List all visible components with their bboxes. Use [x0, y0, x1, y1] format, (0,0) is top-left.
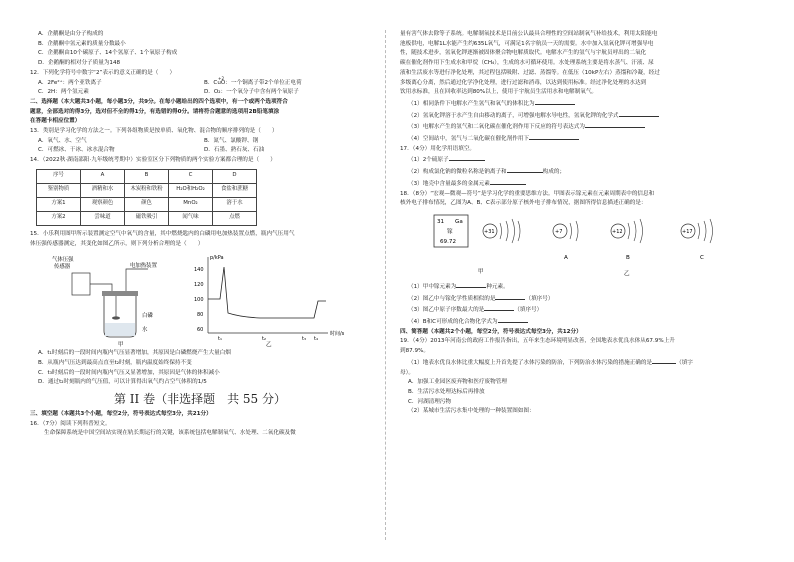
q19-option-a: A．加强工业园区废弃物和医疗废物管理 [408, 379, 507, 386]
sensor-tube [90, 284, 112, 291]
answer-blank[interactable] [490, 178, 526, 185]
question-17-stem: 17．（4分）用化学用语填空。 [400, 145, 476, 152]
table-cell: 木炭粉和铁粉 [125, 183, 169, 197]
article-line: 性，随技术进步，氢氧化钾逐渐被固体聚合物电解质取代。电解水产生的氢气与宇航员呼出的二氧化 [400, 50, 647, 57]
option-line: C．企鹅酮由10个碳原子、14个氢原子、1个氧原子构成 [38, 50, 178, 57]
pressure-sensor-box [72, 273, 90, 295]
q16-s4-text: （4）空间站中，氢气与二氧化碳在催化剂作用下 [408, 136, 530, 143]
plot-x-label: 时间/s [330, 331, 345, 338]
answer-blank[interactable] [484, 304, 514, 311]
q18-s3-text: （3）图乙中原子序数最大的是 [408, 307, 485, 314]
sensor-label: 气体压强 [52, 257, 74, 264]
atomic-number: 31 [437, 218, 445, 225]
q17-s1-text: （1）2个硫原子 [408, 157, 449, 164]
figure-yi-label: 乙 [266, 342, 272, 348]
question-12-stem: 12．下列化学符号中数字“2”表示的意义正确的是（ ） [30, 69, 176, 76]
section-2-header: 题意，全部选对的得3分，选对但不全的得1分，有选错的得0分。请将符合题意的选项用2B铅笔填涂 [30, 108, 280, 115]
article-line: 饮用水标准，且在回收率达到80%以上，使用于宇航员生活用水和电解制氧气。 [400, 89, 598, 96]
q13-option-d: D．石墨、熟石灰、石油 [204, 147, 265, 154]
table-cell: C [169, 169, 213, 183]
question-19-stem: 19．（4分）2013年河南公的政府工作报告指出，五年来生态环境明显改善，全国地表水优良水体从67.9%上升 [400, 338, 675, 345]
atom-c-label: C [700, 254, 704, 261]
table-cell: B [125, 169, 169, 183]
q19-subquestion-1 [400, 357, 768, 369]
q18-subquestion-2 [400, 293, 768, 305]
answer-blank[interactable] [535, 98, 575, 105]
q15-figure-svg [30, 251, 370, 347]
table-cell: D [213, 169, 257, 183]
atomic-mass: 69.72 [440, 238, 457, 245]
question-13-stem: 13．类别是学习化学的方法之一。下列各组物质是按单质、氧化物、混合物的顺序排列的是（ ） [30, 128, 278, 135]
q16-subquestion-2 [400, 110, 768, 122]
table-cell: 方案1 [37, 197, 81, 211]
q17-s2-end: 构成的； [542, 169, 566, 176]
heater-label: 电加热装置 [130, 263, 157, 270]
q12-option-b: B．CuO：一个铜离子带2个单位正电荷 [204, 79, 302, 86]
q18-s1-text: （1）甲中镓元素为 [408, 283, 457, 290]
q17-subquestion-3 [400, 178, 768, 190]
q19-option-c: C．河湖清理污物 [408, 398, 452, 405]
option-line: B．企鹅酮中氢元素的质量分数最小 [38, 40, 126, 47]
article-line: 池板供电，电解1L水能产生约635L氧气，可满足1名宇航员一天的需要。水中加入氢氧化钾可增强导电 [400, 40, 654, 47]
q15-option-d: D．通过t₂时刻瓶内的气压值，可以计算得出氧气约占空气体积的1/5 [38, 379, 207, 386]
plot-tick: 120 [194, 282, 204, 289]
article-line: 碳在催化剂作用下生成水和甲烷（CH₄），生成的水可循环使用。水处理系统主要是将水蒸气、汗液、尿 [400, 60, 654, 67]
burning-spoon [112, 317, 120, 320]
plot-t3: t₃ [302, 336, 306, 343]
question-18-stem: 18．（8分）“宏观—微观—符号”是学习化学的重要思维方法。甲图表示镓元素在元素周期表中的信息和 [400, 190, 655, 197]
q18-subquestion-3 [400, 304, 768, 316]
q18-s2-end: （填序号） [525, 295, 554, 302]
section-2-header: 二、选择题（本大题共3小题，每小题3分，共9分。在每小题给出的四个选项中，有一个或两个选项符合 [30, 98, 288, 105]
electron-shells [500, 219, 520, 243]
phosphorus-label: 白磷 [142, 313, 153, 320]
q18-s1-end: 种元素。 [486, 283, 509, 290]
table-cell: 鉴别物质 [37, 183, 81, 197]
figure-yi-label: 乙 [624, 270, 630, 277]
q12-option-c: C．2H：两个氢元素 [38, 89, 89, 96]
q19-subquestion-2: （2）某城市生活污水集中处理的一种装置图如图： [408, 408, 535, 415]
table-cell: 方案2 [37, 211, 81, 225]
part-2-title: 第 II 卷（非选择题 共 55 分） [113, 392, 286, 407]
answer-blank[interactable] [449, 154, 485, 161]
plot-y-label: p/kPa [210, 255, 224, 262]
q19-option-b: B．生活污水处理达标后再排放 [408, 388, 485, 395]
article-line: 量有害气体去除等子系统。电解制氧技术是目前公认最具合理性的空间站制氧气补给技术，利用太阳能电 [400, 31, 658, 37]
q12-option-b-wrap [204, 75, 370, 89]
section-3-header: 三、填空题（本题共3个小题，每空2分，符号表达式每空3分，共21分） [30, 411, 212, 418]
answer-blank[interactable] [456, 281, 486, 288]
question-18-stem: 核外电子排布情况，乙图为A、B、C表示部分原子核外电子排布情况，据图所得信息描述正确的是： [400, 200, 647, 207]
q16-s1-text: （1）相同条件下电解水产生氢气和氧气的体积比为 [408, 100, 535, 107]
table-row [37, 211, 257, 225]
question-15-stem: 15．小乐利用图甲所示装置测定空气中氧气的含量，其中燃烧匙内的白磷用电加热装置点燃，瓶内气压用气 [30, 230, 295, 237]
q18-figure-svg [400, 211, 768, 279]
figure-jia-label: 甲 [478, 268, 484, 275]
question-16-head: 16．（7分）阅读下列科普短文。 [30, 420, 111, 427]
electron-shells [628, 219, 643, 243]
element-name: 镓 [447, 228, 453, 235]
question-16-text: 生命保障系统是中国空间站实现在轨长期运行的关键，该系统包括电解制氧气、水处理、二氧化碳及微 [44, 430, 296, 437]
q12-option-d: D．O₂：一个氧分子中含有两个氧原子 [204, 89, 299, 96]
section-2-header: 在答题卡相应位置） [30, 118, 81, 125]
q19-s1-line2: 母）。 [400, 369, 414, 376]
gallium-element-card [434, 215, 468, 247]
plot-t4: t₄ [314, 336, 318, 343]
heater-wire [126, 269, 148, 291]
table-cell: MnO₂ [169, 197, 213, 211]
table-row [37, 169, 257, 183]
q15-option-a: A．t₁时刻后的一段时间内瓶内气压显著增加，其原因是白磷燃烧产生大量白烟 [38, 350, 231, 357]
q17-subquestion-2 [400, 166, 768, 178]
q19-s1-text: （1）地表水优良水体比重大幅度上升首先提了水体污染的防治，下列防治水体污染的措施正确的是 [408, 359, 653, 366]
q17-subquestion-1 [400, 154, 768, 166]
question-14-stem: 14．（2022秋·湖南邵阳·九年级统考期中）实验室区分下列物质的两个实验方案都合理的是（ ） [30, 157, 276, 164]
table-cell: 序号 [37, 169, 81, 183]
q18-s3-end: （填序号） [514, 307, 543, 314]
question-15-stem: 体压强传感器测定，其变化如图乙所示，则下列分析合理的是（ ） [30, 240, 204, 247]
table-cell: 点燃 [213, 211, 257, 225]
electron-shells [698, 219, 713, 243]
table-cell: H₂O和H₂O₂ [169, 183, 213, 197]
figure-jia-label: 甲 [118, 342, 124, 348]
atom-b-label: B [626, 254, 630, 261]
question-13-options-row2 [30, 146, 370, 156]
atom-b-diagram [611, 219, 643, 261]
pressure-plot [194, 255, 345, 347]
plot-tick: 140 [194, 267, 204, 274]
answer-blank[interactable] [498, 316, 528, 323]
q14-table [36, 169, 257, 226]
atom-a-diagram [553, 221, 578, 261]
q18-s2-text: （2）图乙中与镓化学性质相似的是 [408, 295, 496, 302]
pressure-curve [208, 267, 326, 318]
plot-t2: t₂ [262, 336, 266, 343]
answer-blank[interactable] [495, 293, 525, 300]
section-4-header: 四、简答题（本题共2个小题，每空2分，符号表达式每空3分，共12分） [400, 328, 582, 335]
q17-s3-text: （3）地壳中含量最多的金属元素 [408, 180, 490, 187]
q18-s4-text: （4）B和C可形成的化合物化学式为 [408, 319, 498, 326]
q13-option-c: C．可燃冰、干冰、冰水混合物 [38, 147, 115, 154]
nucleus-charge: +31 [484, 228, 495, 235]
table-cell: 磁铁吸引 [125, 211, 169, 225]
table-cell: 溶于水 [213, 197, 257, 211]
flask-water [105, 323, 135, 336]
q16-subquestion-3 [400, 121, 768, 133]
plot-tick: 60 [197, 327, 204, 334]
q16-subquestion-4 [400, 133, 768, 145]
question-19-stem: 到87.9%。 [400, 348, 429, 355]
question-12-options-row1 [30, 75, 370, 89]
table-cell: 食盐和蔗糖 [213, 183, 257, 197]
q13-option-a: A．氧气、水、空气 [38, 137, 87, 144]
table-cell: 酒精和水 [81, 183, 125, 197]
q16-subquestion-1 [400, 98, 768, 110]
apparatus-diagram [52, 255, 158, 347]
option-line: D．企鹅酮的相对分子质量为148 [38, 60, 121, 67]
q19-s1-end: （填字 [676, 359, 693, 366]
answer-blank[interactable] [529, 133, 579, 140]
column-divider [385, 30, 386, 540]
table-cell: 闻气味 [169, 211, 213, 225]
article-line: 液和生活废水等进行净化处理，其过程包括吸附、过滤、蒸馏等。在低压（10kP左右）蒸馏和冷凝，经过 [400, 69, 660, 76]
q15-figure [30, 251, 370, 347]
answer-blank[interactable] [507, 166, 543, 173]
question-13-options-row1 [30, 137, 370, 147]
q16-s2-text: （2）氢氧化钾溶于水产生自由移动的离子，可增强电解水导电性，氢氧化钾的化学式 [408, 112, 619, 119]
sensor-label-2: 传感器 [54, 264, 71, 271]
water-label: 水 [142, 327, 148, 334]
answer-blank[interactable] [652, 357, 676, 364]
q16-s3-text: （3）电解水产生的氢气和二氧化碳在催化剂作用下反应的符号表达式为 [408, 124, 585, 131]
option-line: A．企鹅酮是由分子构成的 [38, 31, 104, 37]
q18-subquestion-1 [400, 281, 768, 293]
flask-stopper [102, 291, 138, 296]
table-cell: A [81, 169, 125, 183]
atom-c-diagram [681, 219, 713, 261]
left-column [30, 30, 370, 439]
q13-option-b: B．氮气、氯酸钾、钢 [204, 137, 259, 144]
right-column [400, 30, 768, 417]
question-12-options-row2 [30, 88, 370, 98]
table-cell: 颜色 [125, 197, 169, 211]
q15-option-b: B．从瓶内气压达到最高点直至t₂时刻，瓶内温度始终保持不变 [38, 359, 192, 366]
answer-blank[interactable] [619, 110, 659, 117]
gallium-atom-diagram [483, 219, 520, 243]
q12-option-a: A．2Fe²⁺：两个亚铁离子 [38, 79, 102, 86]
table-row [37, 183, 257, 197]
plot-tick: 80 [197, 312, 204, 319]
q18-subquestion-4 [400, 316, 768, 328]
nucleus-charge: +7 [555, 228, 563, 235]
nucleus-charge: +17 [682, 228, 693, 235]
plot-tick: 100 [194, 297, 204, 304]
q17-s2-text: （2）构成氯化钠的微粒名称是钠离子和 [408, 169, 507, 176]
electron-shells [570, 221, 578, 241]
q15-option-c: C．t₃时刻后的一段时间内瓶内气压又显著增加，其原因是气体的体积减小 [38, 369, 220, 376]
answer-blank[interactable] [585, 121, 645, 128]
table-cell: 观察颜色 [81, 197, 125, 211]
q12-valence-mark: +2 [218, 75, 225, 81]
atom-a-label: A [564, 254, 568, 261]
plot-t1: t₁ [218, 336, 222, 343]
table-cell: 尝味道 [81, 211, 125, 225]
q18-figure [400, 211, 768, 279]
article-line: 多级离心分离，然后通过化学净化处理，进行过滤和消毒，以达到使用标准。经过净化处理的水达到 [400, 79, 647, 86]
element-symbol: Ga [455, 218, 463, 225]
nucleus-charge: +12 [612, 228, 623, 235]
table-row [37, 197, 257, 211]
